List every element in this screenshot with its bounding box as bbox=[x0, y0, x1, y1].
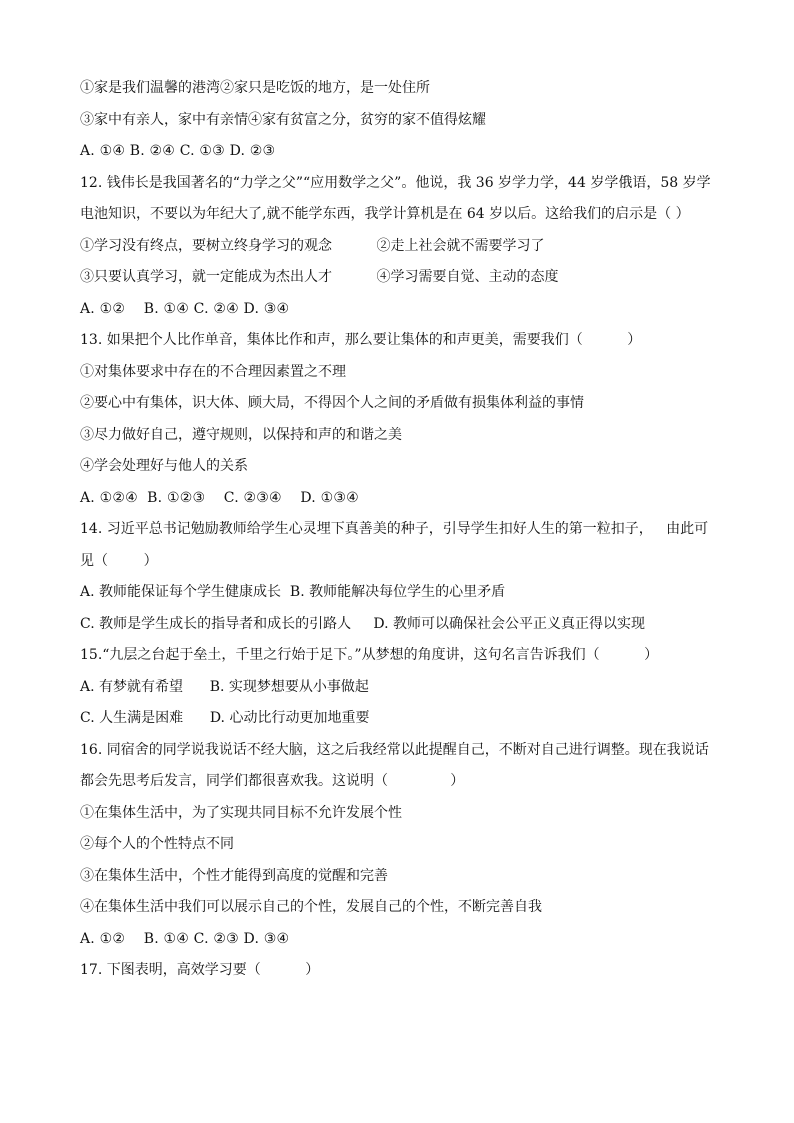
q14-answers-ab: A. 教师能保证每个学生健康成长 B. 教师能解决每位学生的心里矛盾 bbox=[80, 584, 506, 600]
q11-option-line-1: ①家是我们温馨的港湾②家只是吃饭的地方，是一处住所 bbox=[80, 80, 430, 96]
q13-option-4: ④学会处理好与他人的关系 bbox=[80, 458, 248, 474]
q16-option-4: ④在集体生活中我们可以展示自己的个性，发展自己的个性，不断完善自我 bbox=[80, 899, 542, 915]
q15-stem: 15.“九层之台起于垒土，千里之行始于足下。”从梦想的角度讲，这句名言告诉我们（ ） bbox=[80, 647, 659, 663]
q16-answers: A. ①② B. ①④ C. ②③ D. ③④ bbox=[80, 930, 290, 947]
q11-answers: A. ①④ B. ②④ C. ①③ D. ②③ bbox=[80, 143, 276, 159]
q13-option-3: ③尽力做好自己，遵守规则，以保持和声的和谐之美 bbox=[80, 426, 402, 443]
q13-stem: 13. 如果把个人比作单音，集体比作和声，那么要让集体的和声更美，需要我们（ ） bbox=[80, 332, 642, 348]
q12-option-line-2: ③只要认真学习，就一定能成为杰出人才 ④学习需要自觉、主动的态度 bbox=[80, 269, 559, 285]
q16-stem-line-1: 16. 同宿舍的同学说我说话不经大脑，这之后我经常以此提醒自己，不断对自己进行调整。现在我说话 bbox=[80, 741, 709, 758]
q12-stem-line-2: 电池知识，不要以为年纪大了,就不能学东西，我学计算机是在 64 岁以后。这给我们的启示是（ ） bbox=[80, 206, 690, 222]
q15-answers-ab: A. 有梦就有希望 B. 实现梦想要从小事做起 bbox=[80, 678, 369, 695]
q14-answers-cd: C. 教师是学生成长的指导者和成长的引路人 D. 教师可以确保社会公平正义真正得以实现 bbox=[80, 615, 645, 632]
q15-answers-cd: C. 人生满是困难 D. 心动比行动更加地重要 bbox=[80, 710, 370, 726]
q16-stem-line-2: 都会先思考后发言，同学们都很喜欢我。这说明（ ） bbox=[80, 773, 465, 789]
q12-stem-line-1: 12. 钱伟长是我国著名的“力学之父”“应用数学之父”。他说，我 36 岁学力学，44 岁学俄语，58 岁学 bbox=[80, 174, 711, 191]
q17-stem: 17. 下图表明，高效学习要（ ） bbox=[80, 962, 320, 978]
q13-answers: A. ①②④ B. ①②③ C. ②③④ D. ①③④ bbox=[80, 489, 359, 506]
q16-option-3: ③在集体生活中，个性才能得到高度的觉醒和完善 bbox=[80, 867, 388, 884]
q13-option-2: ②要心中有集体，识大体、顾大局，不得因个人之间的矛盾做有损集体利益的事情 bbox=[80, 395, 584, 411]
q14-stem-line-1: 14. 习近平总书记勉励教师给学生心灵埋下真善美的种子，引导学生扣好人生的第一粒扣子， 由此可 bbox=[80, 521, 709, 537]
q14-stem-line-2: 见（ ） bbox=[80, 552, 158, 569]
q12-option-line-1: ①学习没有终点，要树立终身学习的观念 ②走上社会就不需要学习了 bbox=[80, 237, 545, 254]
q11-option-line-2: ③家中有亲人，家中有亲情④家有贫富之分，贫穷的家不值得炫耀 bbox=[80, 111, 486, 128]
exam-page bbox=[80, 78, 720, 992]
q16-option-1: ①在集体生活中，为了实现共同目标不允许发展个性 bbox=[80, 804, 402, 821]
q12-answers: A. ①② B. ①④ C. ②④ D. ③④ bbox=[80, 300, 290, 317]
q13-option-1: ①对集体要求中存在的不合理因素置之不理 bbox=[80, 363, 346, 380]
q16-option-2: ②每个人的个性特点不同 bbox=[80, 836, 234, 852]
